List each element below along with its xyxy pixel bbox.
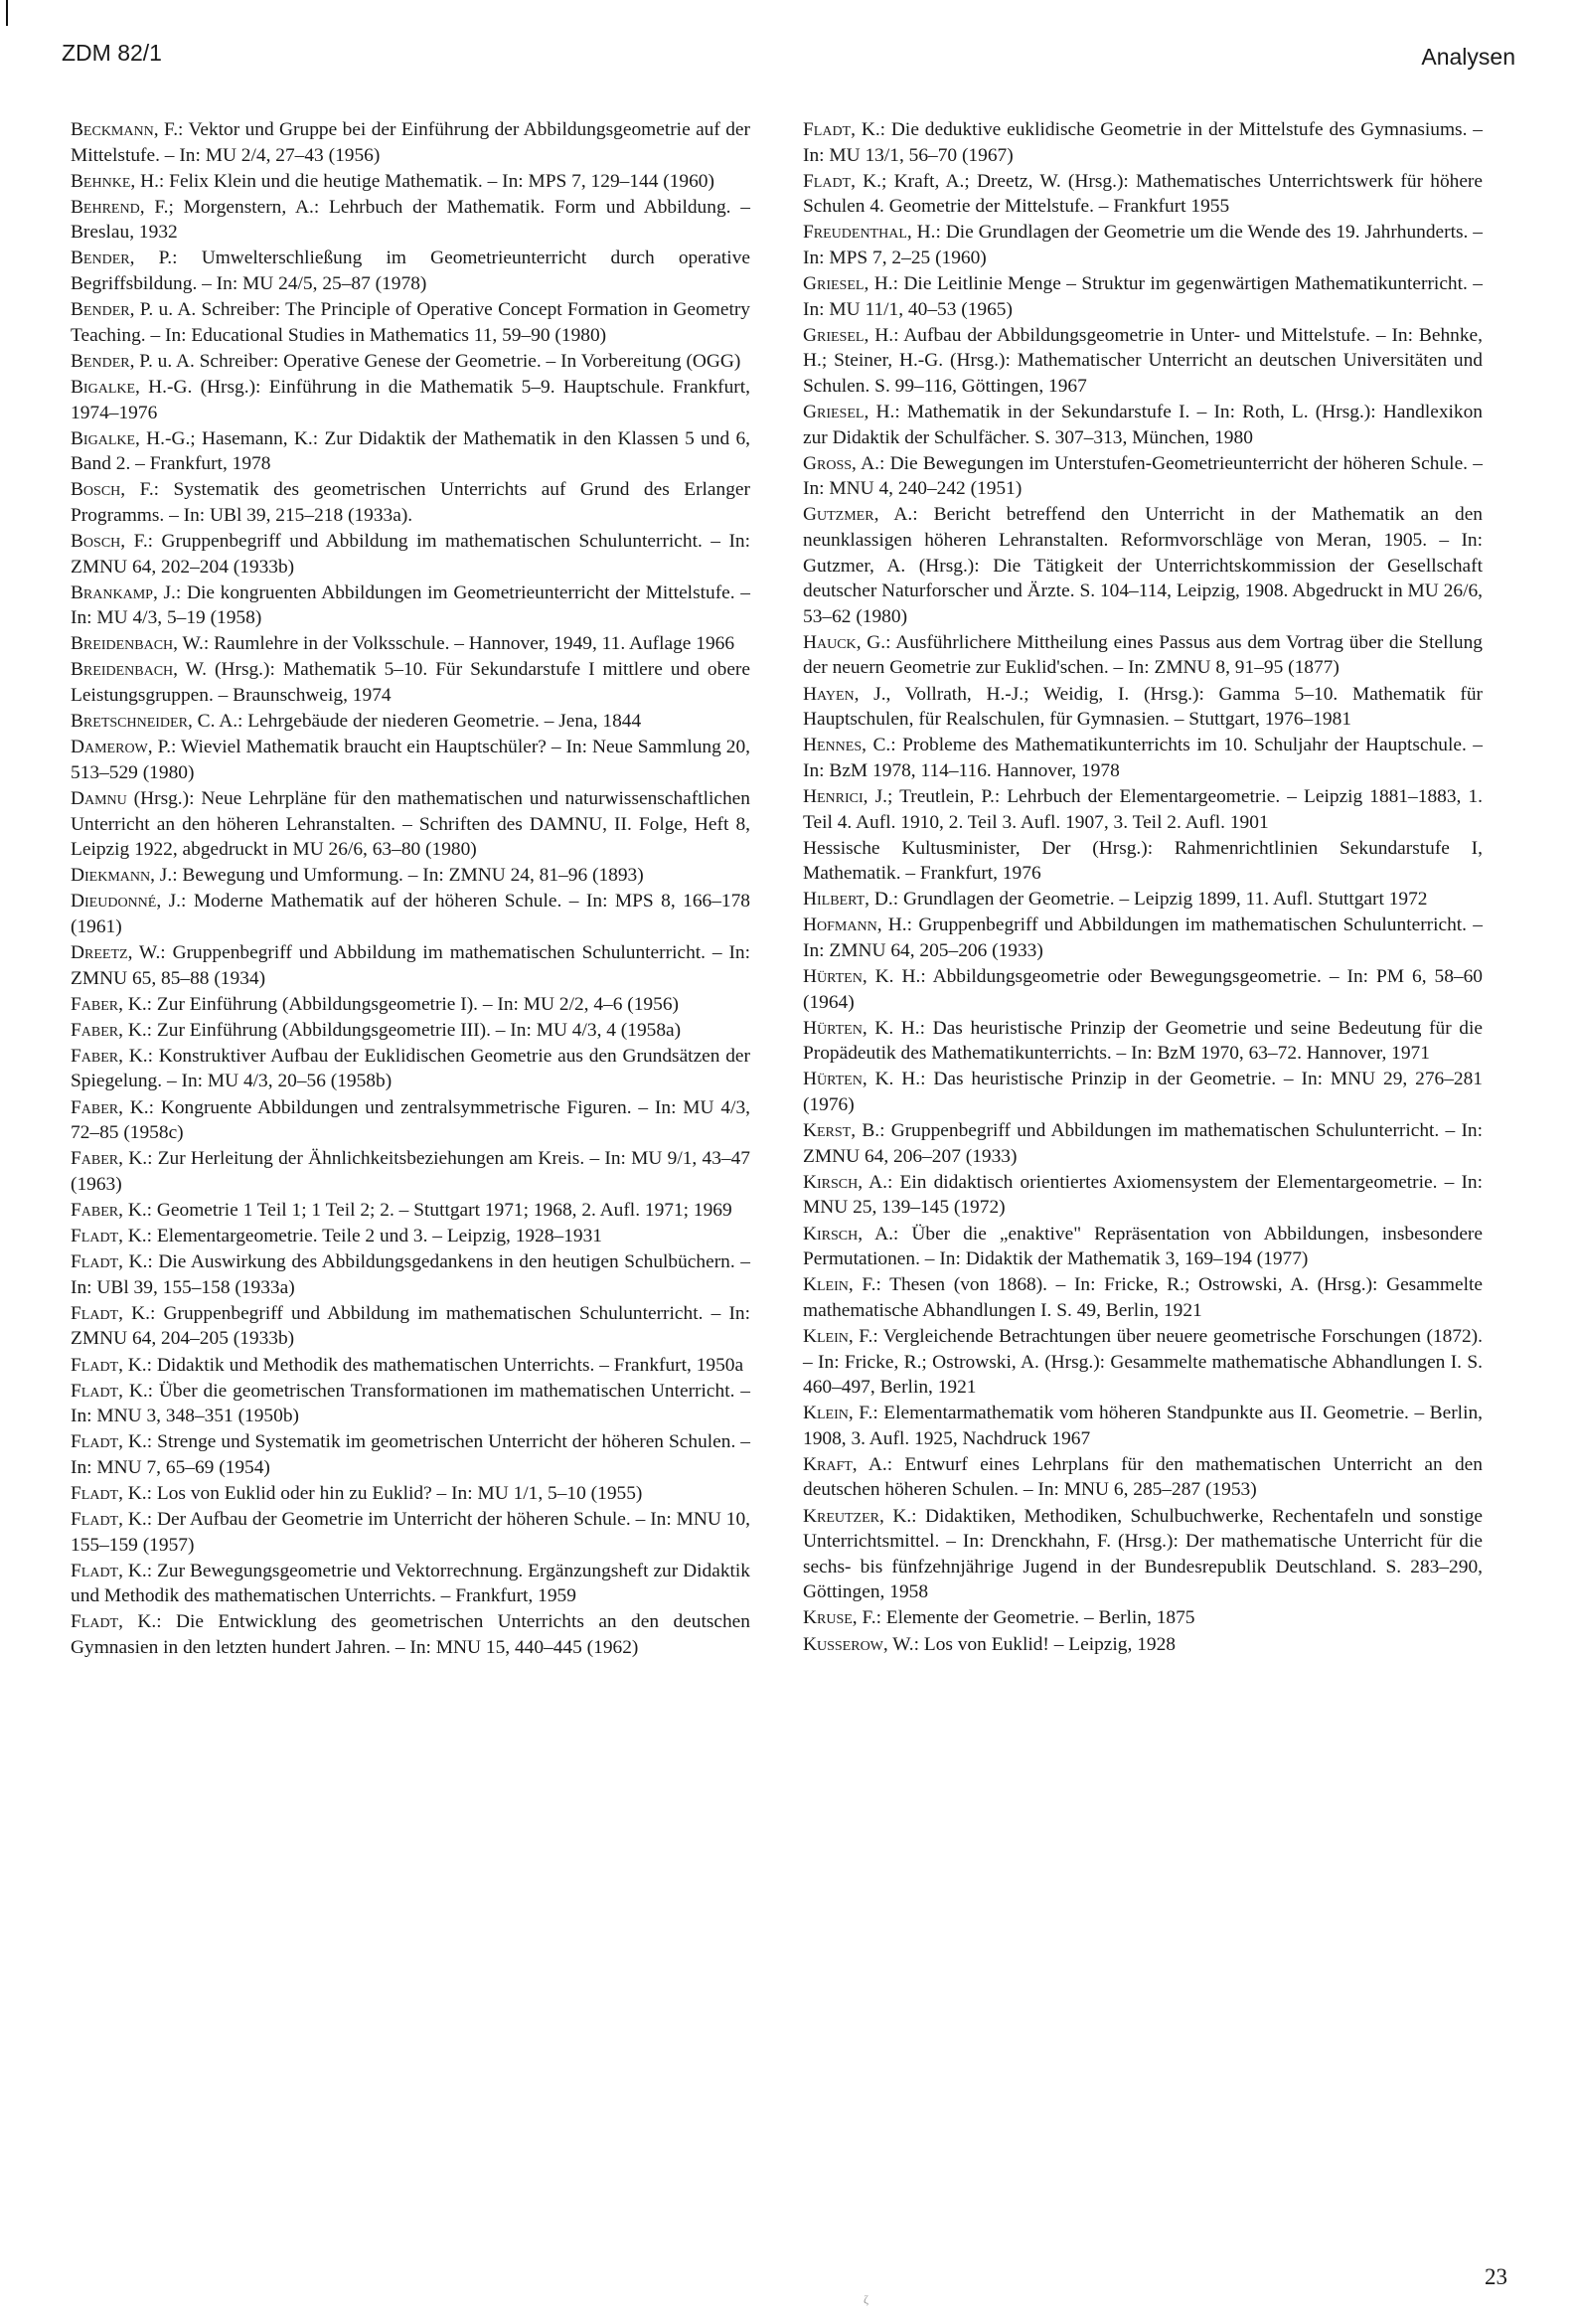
reference-text: , H.-G.; Hasemann, K.: Zur Didaktik der Mathematik in den Klassen 5 und 6, Band 2. – Frankfurt, 1978 (71, 427, 750, 475)
reference-entry (803, 836, 1483, 887)
reference-text: , K.: Die Auswirkung des Abbildungsgedankens in den heutigen Schulbüchern. – In: UBl 39, 155–158 (1933a) (71, 1251, 750, 1298)
reference-entry (803, 1170, 1483, 1221)
reference-entry (71, 1095, 750, 1146)
reference-text: , H.-G. (Hrsg.): Einführung in die Mathematik 5–9. Hauptschule. Frankfurt, 1974–1976 (71, 376, 750, 423)
reference-entry (803, 1401, 1483, 1451)
reference-entry (803, 733, 1483, 783)
reference-author: Bender (71, 299, 130, 321)
reference-author: Beckmann (71, 119, 154, 140)
reference-entry (71, 195, 750, 246)
reference-text: , F.: Gruppenbegriff und Abbildung im mathematischen Schulunterricht. – In: ZMNU 64, 202–204 (1933b) (71, 531, 750, 578)
reference-entry (803, 400, 1483, 450)
reference-author: Fladt (71, 1611, 119, 1633)
reference-text: , K.: Elementargeometrie. Teile 2 und 3. – Leipzig, 1928–1931 (118, 1226, 602, 1247)
reference-entry (71, 529, 750, 580)
reference-text: , F.; Morgenstern, A.: Lehrbuch der Mathematik. Form und Abbildung. – Breslau, 1932 (71, 196, 750, 244)
reference-text: , H.: Die Leitlinie Menge – Struktur im gegenwärtigen Mathematikunterricht. – In: MU 11/1, 40–53 (1965) (803, 273, 1483, 320)
reference-author: Hennes (803, 735, 863, 756)
reference-author: Bretschneider (71, 711, 188, 733)
reference-author: Faber (71, 1045, 119, 1067)
reference-text: , H.: Felix Klein und die heutige Mathematik. – In: MPS 7, 129–144 (1960) (130, 170, 714, 192)
reference-author: Damerow (71, 737, 148, 758)
journal-header: ZDM 82/1 (62, 40, 162, 66)
reference-entry (803, 1504, 1483, 1605)
reference-entry (71, 735, 750, 785)
reference-entry (71, 1507, 750, 1558)
reference-text: , K.: Zur Einführung (Abbildungsgeometrie I). – In: MU 2/2, 4–6 (1956) (118, 993, 679, 1015)
reference-author: Kirsch (803, 1223, 859, 1245)
reference-entry (803, 887, 1483, 913)
reference-author: Bosch (71, 479, 121, 501)
reference-text: , A.: Über die „enaktive" Repräsentation von Abbildungen, insbesondere Permutationen. – In: Didaktik der Mathematik 3, 169–194 (1977) (803, 1223, 1483, 1270)
reference-entry (71, 940, 750, 991)
reference-text: , J.: Moderne Mathematik auf der höheren Schule. – In: MPS 8, 166–178 (1961) (71, 891, 750, 937)
reference-text: , K.: Zur Einführung (Abbildungsgeometrie III). – In: MU 4/3, 4 (1958a) (118, 1019, 682, 1041)
reference-text: , P.: Umwelterschließung im Geometrieunterricht durch operative Begriffsbildung. – In: MU 24/5, 25–87 (1978) (71, 248, 750, 295)
reference-text: , G.: Ausführlichere Mittheilung eines Passus aus dem Vortrag über die Stellung der neuern Geometrie zur Euklid'schen. – In: ZMNU 8, 91–95 (1877) (803, 631, 1483, 679)
reference-author: Fladt (71, 1354, 119, 1376)
reference-entry (803, 630, 1483, 681)
reference-author: Dieudonné (71, 891, 157, 913)
reference-author: Fladt (71, 1251, 119, 1273)
reference-text: , W.: Gruppenbegriff und Abbildung im mathematischen Schulunterricht. – In: ZMNU 65, 85–88 (1934) (71, 942, 750, 989)
reference-author: Kraft (803, 1453, 853, 1475)
reference-entry (71, 1018, 750, 1044)
reference-entry (803, 220, 1483, 270)
reference-entry (803, 1118, 1483, 1169)
reference-entry (71, 477, 750, 528)
reference-entry (71, 1379, 750, 1429)
reference-author: Faber (71, 1096, 119, 1118)
reference-author: Faber (71, 1019, 119, 1041)
reference-entry (71, 1481, 750, 1507)
reference-entry (71, 1429, 750, 1480)
reference-author: Damnu (71, 787, 127, 809)
reference-author: Brankamp (71, 581, 153, 603)
reference-author: Freudenthal (803, 222, 907, 244)
reference-text: , K. H.: Das heuristische Prinzip der Geometrie und seine Bedeutung für die Propädeutik des Mathematikunterrichts. – In: BzM 1970, 63–72. Hannover, 1971 (803, 1017, 1483, 1065)
reference-text: , K.: Didaktik und Methodik des mathematischen Unterrichts. – Frankfurt, 1950a (118, 1354, 744, 1376)
reference-text: , J.; Treutlein, P.: Lehrbuch der Elementargeometrie. – Leipzig 1881–1883, 1. Teil 4. Aufl. 1910, 2. Teil 3. Aufl. 1907, 3. Teil 2. Aufl. 1901 (803, 785, 1483, 833)
reference-author: Griesel (803, 402, 865, 423)
reference-text: , F.: Vergleichende Betrachtungen über neuere geometrische Forschungen (1872). – In: Fricke, R.; Ostrowski, A. (Hrsg.): Gesammelte mathematische Abhandlungen I. S. 460–497, Berlin, 1921 (803, 1325, 1483, 1399)
reference-entry (71, 1559, 750, 1609)
reference-entry (71, 1198, 750, 1224)
reference-author: Fladt (71, 1380, 119, 1402)
left-column (71, 117, 750, 1661)
reference-entry (71, 657, 750, 708)
reference-entry (803, 1632, 1483, 1658)
reference-text: , H.: Mathematik in der Sekundarstufe I. – In: Roth, L. (Hrsg.): Handlexikon zur Didaktik der Schulfächer. S. 307–313, München, 1980 (803, 402, 1483, 448)
reference-text: , H.: Die Grundlagen der Geometrie um die Wende des 19. Jahrhunderts. – In: MPS 7, 2–25 (1960) (803, 222, 1483, 268)
reference-entry (71, 786, 750, 863)
reference-text: , W.: Raumlehre in der Volksschule. – Hannover, 1949, 11. Auflage 1966 (173, 633, 735, 655)
margin-mark (6, 0, 8, 26)
reference-author: Fladt (71, 1226, 119, 1247)
reference-text: , K.: Los von Euklid oder hin zu Euklid? – In: MU 1/1, 5–10 (1955) (118, 1482, 643, 1504)
reference-author: Griesel (803, 324, 865, 346)
reference-text: , J., Vollrath, H.-J.; Weidig, I. (Hrsg.): Gamma 5–10. Mathematik für Hauptschulen, für Realschulen, für Gymnasien. – Stuttgart, 1976–1981 (803, 683, 1483, 731)
reference-author: Hürten (803, 1017, 863, 1039)
reference-entry (803, 784, 1483, 835)
reference-entry (71, 1301, 750, 1352)
reference-text: , P.: Wieviel Mathematik braucht ein Hauptschüler? – In: Neue Sammlung 20, 513–529 (1980) (71, 737, 750, 783)
reference-text: , W. (Hrsg.): Mathematik 5–10. Für Sekundarstufe I mittlere und obere Leistungsgruppen. – Braunschweig, 1974 (71, 659, 750, 707)
reference-author: Breidenbach (71, 659, 174, 681)
reference-text: , C. A.: Lehrgebäude der niederen Geometrie. – Jena, 1844 (187, 711, 642, 733)
reference-text: , K.: Geometrie 1 Teil 1; 1 Teil 2; 2. – Stuttgart 1971; 1968, 2. Aufl. 1971; 1969 (118, 1199, 732, 1221)
reference-author: Fladt (803, 119, 852, 140)
reference-author: Hauck (803, 631, 857, 653)
reference-entry (71, 246, 750, 296)
reference-author: Behnke (71, 170, 131, 192)
reference-entry (71, 863, 750, 889)
reference-author: Fladt (71, 1560, 119, 1581)
reference-entry (71, 1224, 750, 1249)
reference-text: , K.: Kongruente Abbildungen und zentralsymmetrische Figuren. – In: MU 4/3, 72–85 (1958c) (71, 1096, 750, 1144)
reference-text: , K.: Über die geometrischen Transformationen im mathematischen Unterricht. – In: MNU 3, 348–351 (1950b) (71, 1380, 750, 1427)
reference-author: Fladt (71, 1302, 119, 1324)
reference-text: , P. u. A. Schreiber: The Principle of Operative Concept Formation in Geometry Teaching. – In: Educational Studies in Mathematics 11, 59–90 (1980) (71, 299, 750, 346)
reference-author: Diekmann (71, 865, 151, 887)
reference-entry (803, 117, 1483, 168)
reference-text: , F.: Elemente der Geometrie. – Berlin, 1875 (852, 1607, 1195, 1629)
reference-author: Fladt (71, 1482, 119, 1504)
reference-text: , J.: Bewegung und Umformung. – In: ZMNU 24, 81–96 (1893) (150, 865, 644, 887)
reference-author: Faber (71, 993, 119, 1015)
reference-author: Kerst (803, 1120, 852, 1142)
reference-text: Hessische Kultusminister, Der (Hrsg.): Rahmenrichtlinien Sekundarstufe I, Mathematik. – Frankfurt, 1976 (803, 837, 1483, 885)
reference-author: Behrend (71, 196, 140, 218)
reference-entry (71, 581, 750, 631)
reference-author: Hofmann (803, 914, 877, 936)
reference-entry (803, 682, 1483, 733)
reference-text: , F.: Elementarmathematik vom höheren Standpunkte aus II. Geometrie. – Berlin, 1908, 3. Aufl. 1925, Nachdruck 1967 (803, 1403, 1483, 1449)
reference-entry (803, 323, 1483, 400)
reference-text: , B.: Gruppenbegriff und Abbildungen im mathematischen Schulunterricht. – In: ZMNU 64, 206–207 (1933) (803, 1120, 1483, 1167)
reference-entry (803, 1067, 1483, 1117)
reference-entry (71, 992, 750, 1018)
reference-text: , F.: Systematik des geometrischen Unterrichts auf Grund des Erlanger Programms. – In: UBl 39, 215–218 (1933a). (71, 479, 750, 526)
reference-text: , W.: Los von Euklid! – Leipzig, 1928 (882, 1633, 1176, 1655)
reference-entry (803, 169, 1483, 220)
reference-author: Klein (803, 1403, 849, 1424)
reference-text: , K.: Strenge und Systematik im geometrischen Unterricht der höheren Schulen. – In: MNU 7, 65–69 (1954) (71, 1431, 750, 1478)
reference-entry (803, 1452, 1483, 1503)
reference-author: Henrici (803, 785, 864, 807)
reference-entry (71, 117, 750, 168)
reference-text: , J.: Die kongruenten Abbildungen im Geometrieunterricht der Mittelstufe. – In: MU 4/3, 5–19 (1958) (71, 581, 750, 629)
reference-entry (71, 1609, 750, 1660)
reference-entry (71, 375, 750, 425)
reference-text: , P. u. A. Schreiber: Operative Genese der Geometrie. – In Vorbereitung (OGG) (129, 350, 741, 372)
reference-text: , C.: Probleme des Mathematikunterrichts im 10. Schuljahr der Hauptschule. – In: BzM 1978, 114–116. Hannover, 1978 (803, 735, 1483, 781)
reference-author: Hayen (803, 683, 855, 705)
scan-speck: ζ (864, 2292, 868, 2306)
reference-text: , K.: Die Entwicklung des geometrischen Unterrichts an den deutschen Gymnasien in den letzten hundert Jahren. – In: MNU 15, 440–445 (1962) (71, 1611, 750, 1659)
reference-text: , H.: Aufbau der Abbildungsgeometrie in Unter- und Mittelstufe. – In: Behnke, H.; Steiner, H.-G. (Hrsg.): Mathematischer Unterricht an deutschen Universitäten und Schulen. S. 99–116, Göttingen, 1967 (803, 324, 1483, 397)
reference-text: , K. H.: Abbildungsgeometrie oder Bewegungsgeometrie. – In: PM 6, 58–60 (1964) (803, 966, 1483, 1013)
reference-text: , K.: Die deduktive euklidische Geometrie in der Mittelstufe des Gymnasiums. – In: MU 13/1, 56–70 (1967) (803, 119, 1483, 166)
reference-author: Hilbert (803, 889, 866, 911)
reference-author: Klein (803, 1274, 849, 1296)
reference-entry (71, 426, 750, 477)
reference-text: , K.: Der Aufbau der Geometrie im Unterricht der höheren Schule. – In: MNU 10, 155–159 (1957) (71, 1509, 750, 1556)
reference-entry (71, 889, 750, 939)
reference-entry (71, 1353, 750, 1379)
reference-entry (71, 169, 750, 195)
reference-entry (71, 1044, 750, 1094)
reference-author: Kusserow (803, 1633, 883, 1655)
reference-text: , D.: Grundlagen der Geometrie. – Leipzig 1899, 11. Aufl. Stuttgart 1972 (865, 889, 1428, 911)
reference-entry (803, 271, 1483, 322)
reference-text: , H.: Gruppenbegriff und Abbildungen im mathematischen Schulunterricht. – In: ZMNU 64, 205–206 (1933) (803, 914, 1483, 961)
reference-author: Klein (803, 1325, 849, 1347)
right-column (803, 117, 1483, 1658)
reference-entry (803, 502, 1483, 629)
reference-entry (803, 1605, 1483, 1631)
reference-entry (71, 631, 750, 657)
reference-author: Fladt (803, 170, 852, 192)
reference-entry (803, 1222, 1483, 1272)
reference-author: Bigalke (71, 376, 136, 398)
reference-entry (803, 913, 1483, 963)
reference-author: Kirsch (803, 1171, 859, 1193)
reference-text: , F.: Thesen (von 1868). – In: Fricke, R.; Ostrowski, A. (Hrsg.): Gesammelte mathematische Abhandlungen I. S. 49, Berlin, 1921 (803, 1274, 1483, 1321)
reference-entry (71, 297, 750, 348)
reference-author: Kruse (803, 1607, 853, 1629)
reference-text: , K.: Konstruktiver Aufbau der Euklidischen Geometrie aus den Grundsätzen der Spiegelung. – In: MU 4/3, 20–56 (1958b) (71, 1045, 750, 1092)
reference-text: , K.: Gruppenbegriff und Abbildung im mathematischen Schulunterricht. – In: ZMNU 64, 204–205 (1933b) (71, 1302, 750, 1350)
reference-author: Faber (71, 1148, 119, 1170)
reference-text: , A.: Bericht betreffend den Unterricht in der Mathematik an den neunklassigen höheren Lehranstalten. Reformvorschläge von Meran, 1905. – In: Gutzmer, A. (Hrsg.): Die Tätigkeit der Unterrichtskommission der Gesellschaft deutscher Naturforscher und Ärzte. S. 104–114, Leipzig, 1908. Abgedruckt in MU 26/6, 53–62 (1980) (803, 504, 1483, 627)
reference-text: (Hrsg.): Neue Lehrpläne für den mathematischen und naturwissenschaftlichen Unterricht an den höheren Lehranstalten. – Schriften des DAMNU, II. Folge, Heft 8, Leipzig 1922, abgedruckt in MU 26/6, 63–80 (1980) (71, 787, 750, 861)
reference-author: Bigalke (71, 427, 136, 449)
reference-author: Bosch (71, 531, 121, 552)
reference-entry (803, 1016, 1483, 1067)
section-header: Analysen (1421, 44, 1515, 70)
reference-text: , F.: Vektor und Gruppe bei der Einführung der Abbildungsgeometrie auf der Mittelstufe. – In: MU 2/4, 27–43 (1956) (71, 119, 750, 166)
reference-text: , K.: Zur Bewegungsgeometrie und Vektorrechnung. Ergänzungsheft zur Didaktik und Methodik des mathematischen Unterrichts. – Frankfurt, 1959 (71, 1560, 750, 1607)
reference-entry (803, 451, 1483, 502)
reference-author: Fladt (71, 1431, 119, 1453)
reference-author: Breidenbach (71, 633, 174, 655)
reference-author: Hürten (803, 1069, 863, 1090)
reference-author: Hürten (803, 966, 863, 988)
page-number: 23 (1485, 2264, 1507, 2289)
reference-author: Fladt (71, 1509, 119, 1531)
reference-text: , A.: Entwurf eines Lehrplans für den mathematischen Unterricht an den deutschen höheren Schulen. – In: MNU 6, 285–287 (1953) (803, 1453, 1483, 1501)
reference-entry (803, 1324, 1483, 1401)
reference-author: Faber (71, 1199, 119, 1221)
reference-author: Bender (71, 350, 130, 372)
reference-text: , K.; Kraft, A.; Dreetz, W. (Hrsg.): Mathematisches Unterrichtswerk für höhere Schulen 4. Geometrie der Mittelstufe. – Frankfurt 1955 (803, 170, 1483, 218)
reference-entry (803, 964, 1483, 1015)
reference-text: , K.: Didaktiken, Methodiken, Schulbuchwerke, Rechentafeln und sonstige Unterrichtsmittel. – In: Drenckhahn, F. (Hrsg.): Der mathematische Unterricht für die sechs- bis fünfzehnjährige Jugend in der Bundesrepublik Deutschland. S. 283–290, Göttingen, 1958 (803, 1505, 1483, 1603)
reference-author: Gutzmer (803, 504, 874, 526)
reference-text: , A.: Die Bewegungen im Unterstufen-Geometrieunterricht der höheren Schule. – In: MNU 4, 240–242 (1951) (803, 452, 1483, 500)
reference-text: , A.: Ein didaktisch orientiertes Axiomensystem der Elementargeometrie. – In: MNU 25, 139–145 (1972) (803, 1171, 1483, 1219)
reference-author: Kreutzer (803, 1505, 879, 1527)
reference-text: , K. H.: Das heuristische Prinzip in der Geometrie. – In: MNU 29, 276–281 (1976) (803, 1069, 1483, 1116)
reference-entry (71, 349, 750, 375)
reference-author: Dreetz (71, 942, 128, 963)
reference-entry (803, 1272, 1483, 1323)
reference-author: Griesel (803, 273, 865, 295)
reference-text: , K.: Zur Herleitung der Ähnlichkeitsbeziehungen am Kreis. – In: MU 9/1, 43–47 (1963) (71, 1148, 750, 1195)
reference-entry (71, 1249, 750, 1300)
reference-author: Bender (71, 248, 130, 269)
reference-entry (71, 1146, 750, 1197)
reference-author: Gross (803, 452, 853, 474)
reference-entry (71, 709, 750, 735)
